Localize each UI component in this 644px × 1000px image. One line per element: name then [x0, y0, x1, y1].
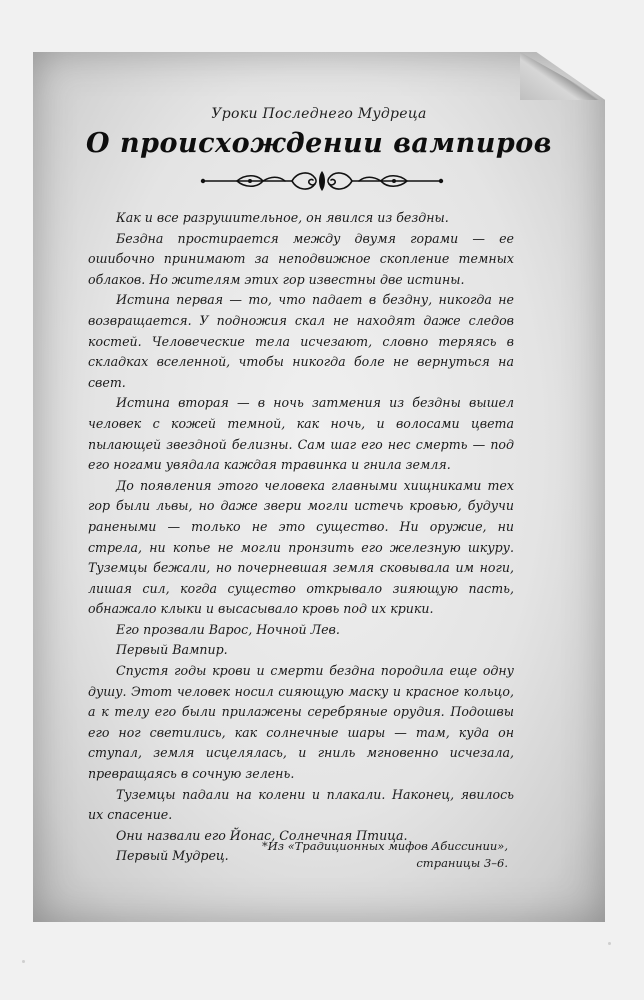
paragraph: Они назвали его Йонас, Солнечная Птица.	[116, 827, 408, 843]
background-speck	[608, 942, 611, 945]
paragraph: Туземцы падали на колени и плакали. Наконец, явилось их спасение.	[88, 786, 514, 823]
paragraph: До появления этого человека главными хищниками тех гор были львы, но даже звери могли истечь кровью, будучи ранеными — только не это существо. Ни оружие, ни стрела, ни копье не могли пронзить его железную шкуру. Туземцы бежали, но почерневшая земля сковывала им ноги, лишая сил, когда существо открывало зияющую пасть, обнажало клыки и высасывало кровь под их крики.	[88, 477, 514, 617]
page-curl	[520, 52, 605, 100]
paragraph: Первый Мудрец.	[116, 848, 229, 864]
footnote-source: *Из «Традиционных мифов Абиссинии»,	[261, 839, 508, 853]
paragraph: Истина вторая — в ночь затмения из бездны вышел человек с кожей темной, как ночь, и волосами цвета пылающей звездной белизны. Сам шаг его нес смерть — под его ногами увядала каждая травинка и гнила земля.	[88, 395, 514, 473]
footnote	[250, 838, 508, 872]
document-body	[88, 208, 514, 867]
paragraph: Первый Вампир.	[116, 642, 228, 658]
background-speck	[22, 960, 25, 963]
flourish-divider-icon	[197, 164, 447, 198]
paragraph: Бездна простирается между двумя горами — ее ошибочно принимают за неподвижное скопление темных облаков. Но жителям этих гор известны две истины.	[88, 230, 514, 287]
paragraph: Истина первая — то, что падает в бездну, никогда не возвращается. У подножия скал не находят даже следов костей. Человеческие тела исчезают, словно теряясь в складках вселенной, чтобы никогда боле не вернуться на свет.	[88, 292, 514, 390]
paragraph: Как и все разрушительное, он явился из бездны.	[116, 210, 449, 225]
paragraph: Его прозвали Варос, Ночной Лев.	[116, 621, 340, 637]
document-subtitle: Уроки Последнего Мудреца	[211, 106, 427, 122]
document-title: О происхождении вампиров	[86, 128, 552, 159]
paragraph: Спустя годы крови и смерти бездна породила еще одну душу. Этот человек носил сияющую маску и красное кольцо, а к телу его были прилажены серебряные орудия. Подошвы его ног светились, как солнечные шары — там, куда он ступал, земля исцелялась, и гниль мгновенно исчезала, превращаясь в сочную зелень.	[88, 663, 514, 782]
footnote-pages: страницы 3–6.	[416, 856, 508, 870]
